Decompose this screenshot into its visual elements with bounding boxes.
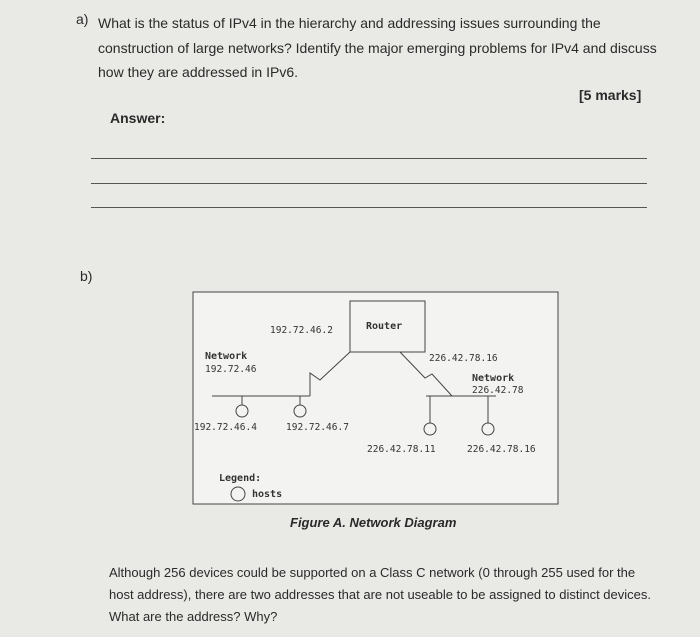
host-icon-left-1 (236, 405, 248, 417)
network-left-title: Network (205, 351, 248, 362)
question-b-text: Although 256 devices could be supported on a Class C network (0 through 255 used for the host address), there are two addresses that are not useable to be assigned to distinct devices. What are the address? Why? (109, 565, 651, 624)
router-label: Router (366, 321, 403, 332)
host-left-1-ip: 192.72.46.4 (194, 422, 257, 433)
router-right-ip: 226.42.78.16 (429, 353, 498, 364)
network-right-addr: 226.42.78 (472, 385, 524, 396)
legend-title: Legend: (219, 473, 262, 484)
question-a-label: a) (76, 11, 89, 27)
host-right-2-ip: 226.42.78.16 (467, 444, 536, 455)
host-left-2-ip: 192.72.46.7 (286, 422, 349, 433)
router-left-ip: 192.72.46.2 (270, 325, 333, 336)
host-icon-right-2 (482, 423, 494, 435)
network-right-title: Network (472, 373, 515, 384)
marks-label: [5 marks] (579, 87, 642, 103)
host-icon-right-1 (424, 423, 436, 435)
host-icon-left-2 (294, 405, 306, 417)
question-b-label: b) (80, 268, 93, 284)
host-right-1-ip: 226.42.78.11 (367, 444, 436, 455)
network-left-addr: 192.72.46 (205, 364, 257, 375)
legend-item: hosts (252, 489, 283, 500)
question-a-text: What is the status of IPv4 in the hierarchy and addressing issues surrounding the construction of large networks? Identify the major emerging problems for IPv4 and discuss how they are addressed in IPv6. (98, 15, 657, 80)
answer-label: Answer: (110, 110, 166, 126)
legend-host-icon (231, 487, 245, 501)
figure-caption: Figure A. Network Diagram (290, 515, 457, 530)
